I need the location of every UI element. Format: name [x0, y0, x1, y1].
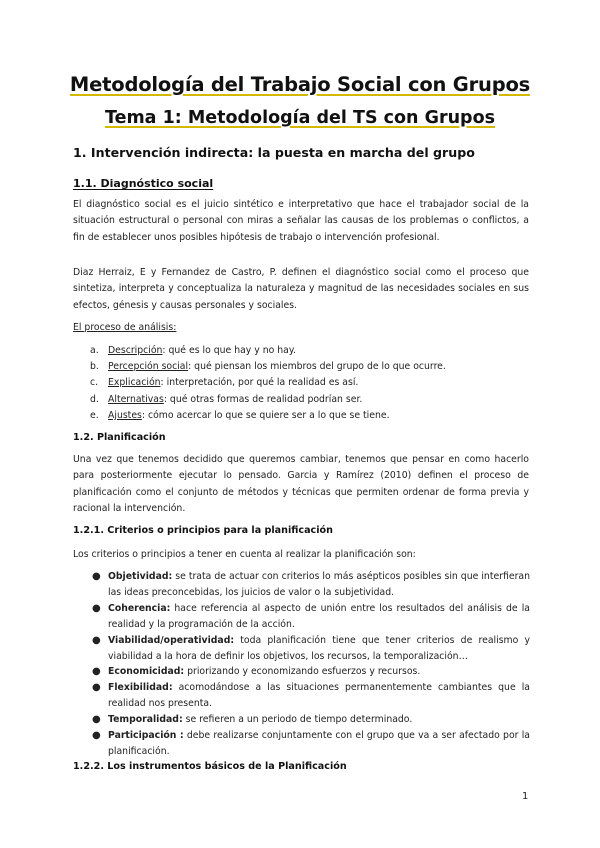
list-item: b. Percepción social: qué piensan los miembros del grupo de lo que ocurre.	[90, 361, 446, 373]
list-item: ● Flexibilidad: acomodándose a las situaciones permanentemente cambiantes que la realidad nos presenta.	[92, 682, 530, 710]
criteria-intro: Los criterios o principios a tener en cuenta al realizar la planificación son:	[73, 549, 416, 560]
list-item: d. Alternativas: qué otras formas de realidad podrían ser.	[90, 393, 363, 405]
heading-section-1: 1. Intervención indirecta: la puesta en marcha del grupo	[73, 145, 475, 160]
bullet-icon: ●	[92, 634, 101, 646]
bullet-icon: ●	[92, 730, 101, 742]
list-item: ● Objetividad: se trata de actuar con criterios lo más asépticos posibles sin que interfieran las ideas preconcebidas, los juicios de valor o la subjetividad.	[92, 571, 530, 598]
paragraph-diaz-herraiz: Diaz Herraiz, E y Fernandez de Castro, P. definen el diagnóstico social como el proceso que sintetiza, interpreta y conceptualiza la naturaleza y magnitud de las necesidades sociales en sus efectos, génesis y causas personales y sociales.	[73, 267, 529, 311]
page-number: 1	[522, 791, 529, 802]
heading-instrumentos: 1.2.2. Los instrumentos básicos de la Planificación	[73, 761, 347, 772]
list-item: ● Viabilidad/operatividad: toda planificación tiene que tener criterios de realismo y viabilidad a la hora de definir los objetivos, los recursos, la temporalización…	[92, 634, 530, 662]
process-list	[90, 343, 446, 424]
bullet-icon: ●	[92, 571, 101, 582]
paragraph-diagnostico-definition: El diagnóstico social es el juicio sintético e interpretativo que hace el trabajador social de la situación estructural o personal con miras a señalar las causas de los problemas o conflictos, a fin de establecer unos posibles hipótesis de trabajo o intervención profesional.	[73, 199, 529, 243]
process-label: El proceso de análisis:	[73, 322, 177, 333]
bullet-icon: ●	[92, 666, 101, 678]
list-item: ● Participación : debe realizarse conjuntamente con el grupo que va a ser afectado por la planificación.	[92, 730, 530, 757]
heading-criterios: 1.2.1. Criterios o principios para la planificación	[73, 525, 333, 536]
list-item: a. Descripción: qué es lo que hay y no hay.	[90, 345, 296, 356]
document-subtitle: Tema 1: Metodología del TS con Grupos	[104, 108, 496, 128]
list-item: ● Economicidad: priorizando y economizando esfuerzos y recursos.	[90, 664, 530, 680]
list-item: c. Explicación: interpretación, por qué la realidad es así.	[90, 377, 359, 389]
document-title: Metodología del Trabajo Social con Grupos	[69, 73, 531, 96]
bullet-icon: ●	[92, 682, 101, 694]
paragraph-planificacion: Una vez que tenemos decidido que queremos cambiar, tenemos que pensar en como hacerlo para posteriormente ejecutar lo pensado. Garcia y Ramírez (2010) definen el proceso de planificación como el conjunto de métodos y técnicas que permiten ordenar de forma previa y racional la intervención.	[73, 454, 529, 514]
list-item: ● Temporalidad: se refieren a un periodo de tiempo determinado.	[90, 712, 530, 728]
heading-diagnostico-social: 1.1. Diagnóstico social	[73, 177, 214, 190]
list-item: ● Coherencia: hace referencia al aspecto de unión entre los resultados del análisis de la realidad y la programación de la acción.	[92, 602, 530, 630]
bullet-icon: ●	[92, 602, 101, 614]
list-item: e. Ajustes: cómo acercar lo que se quiere ser a lo que se tiene.	[90, 409, 390, 421]
criteria-list	[90, 569, 530, 760]
bullet-icon: ●	[92, 714, 101, 726]
heading-planificacion: 1.2. Planificación	[73, 432, 166, 443]
